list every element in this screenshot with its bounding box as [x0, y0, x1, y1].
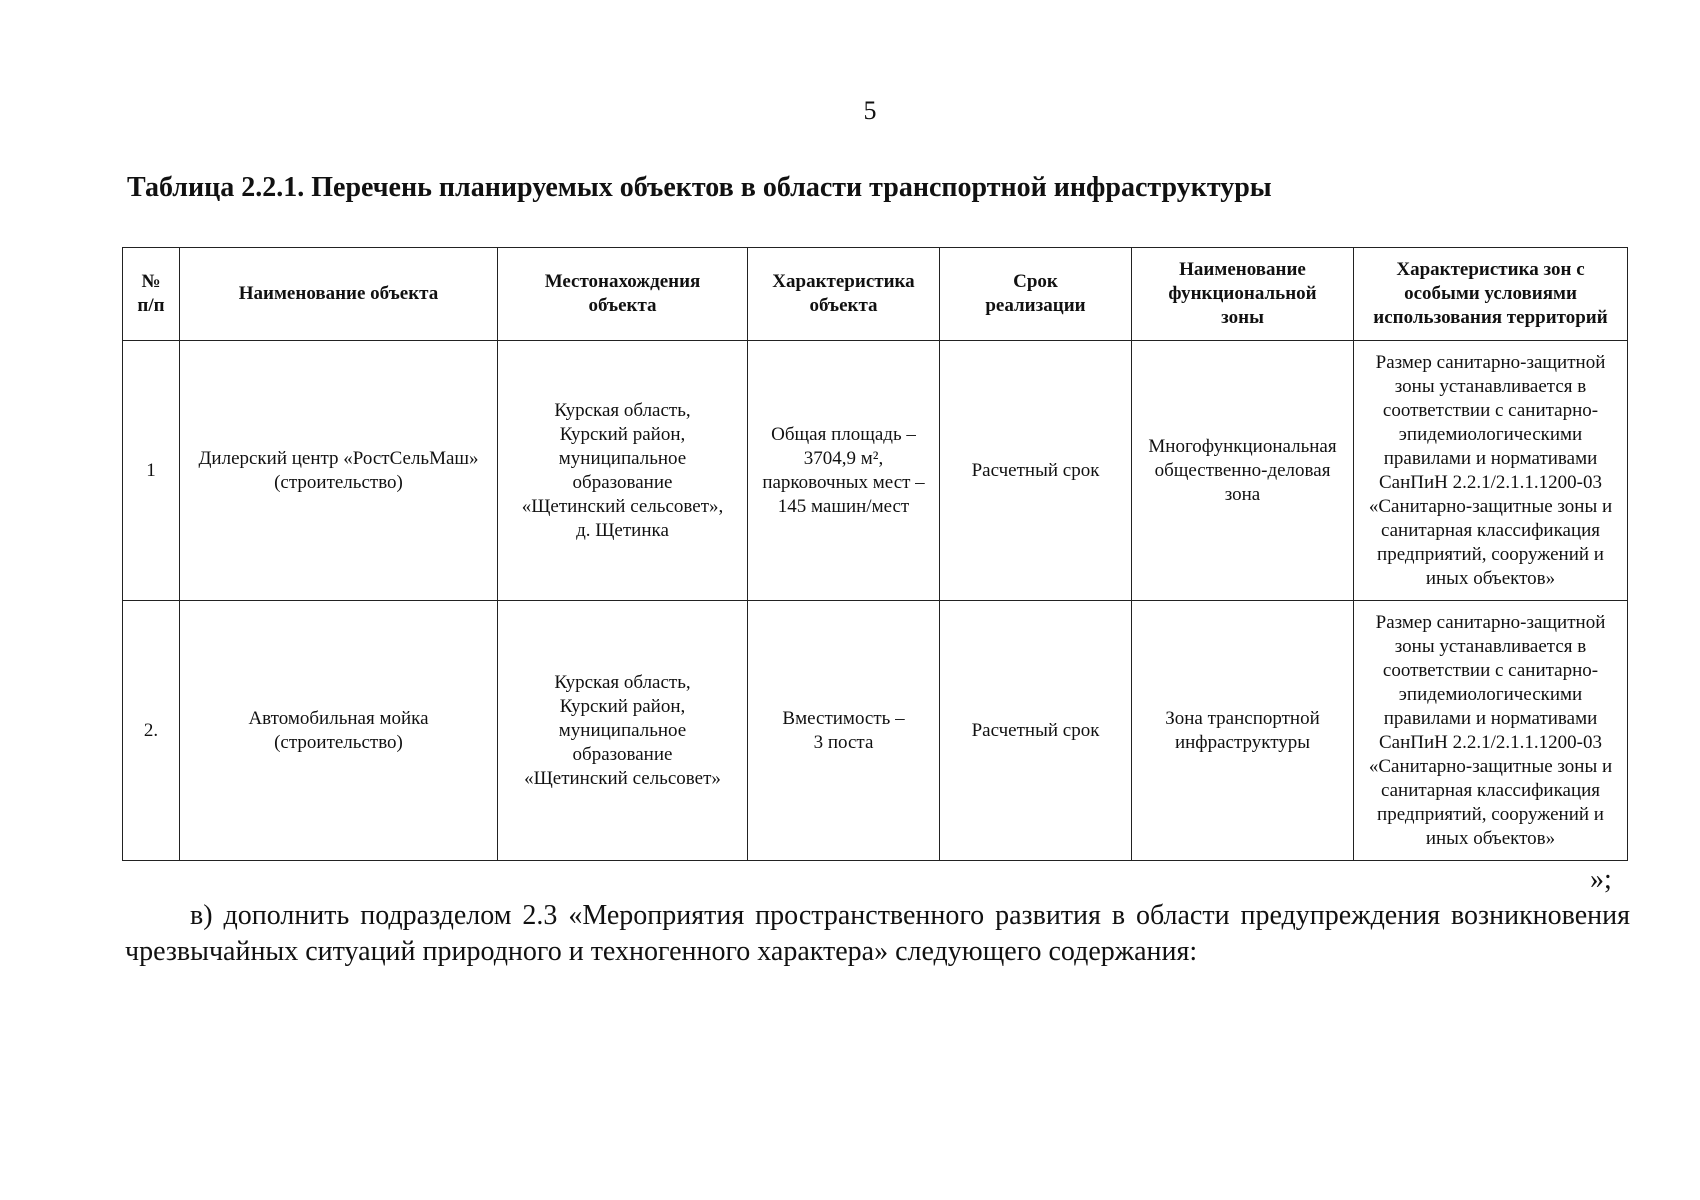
- cell-functional-zone: Зона транспортной инфраструктуры: [1132, 601, 1354, 861]
- header-number: № п/п: [123, 248, 180, 341]
- cell-functional-zone: Многофункциональная общественно-деловая зона: [1132, 341, 1354, 601]
- cell-term: Расчетный срок: [940, 341, 1132, 601]
- header-characteristics: Характеристика объекта: [748, 248, 940, 341]
- cell-location: Курская область, Курский район, муниципальное образование «Щетинский сельсовет»: [498, 601, 748, 861]
- header-special-zones: Характеристика зон с особыми условиями использования территорий: [1354, 248, 1628, 341]
- cell-number: 1: [123, 341, 180, 601]
- cell-location: Курская область, Курский район, муниципальное образование «Щетинский сельсовет», д. Щетинка: [498, 341, 748, 601]
- table-header-row: [123, 248, 1628, 341]
- planned-objects-table: [122, 247, 1628, 861]
- cell-characteristics: Вместимость – 3 поста: [748, 601, 940, 861]
- table-row: [123, 341, 1628, 601]
- body-paragraph: в) дополнить подразделом 2.3 «Мероприятия пространственного развития в области предупреждения возникновения чрезвычайных ситуаций природного и техногенного характера» следующего содержания:: [125, 900, 1630, 967]
- header-functional-zone: Наименование функциональной зоны: [1132, 248, 1354, 341]
- table-row: [123, 601, 1628, 861]
- header-term: Срок реализации: [940, 248, 1132, 341]
- cell-object-name: Дилерский центр «РостСельМаш» (строительство): [180, 341, 498, 601]
- cell-special-zones: Размер санитарно-защитной зоны устанавливается в соответствии с санитарно- эпидемиологическими правилами и нормативами СанПиН 2.2.1/2.1.1.1200-03 «Санитарно-защитные зоны и санитарная классификация предприятий, сооружений и иных объектов»: [1354, 601, 1628, 861]
- cell-number: 2.: [123, 601, 180, 861]
- table-end-mark: »;: [1590, 864, 1612, 895]
- cell-special-zones: Размер санитарно-защитной зоны устанавливается в соответствии с санитарно- эпидемиологическими правилами и нормативами СанПиН 2.2.1/2.1.1.1200-03 «Санитарно-защитные зоны и санитарная классификация предприятий, сооружений и иных объектов»: [1354, 341, 1628, 601]
- cell-characteristics: Общая площадь – 3704,9 м², парковочных мест – 145 машин/мест: [748, 341, 940, 601]
- table-title: Таблица 2.2.1. Перечень планируемых объектов в области транспортной инфраструктуры: [127, 172, 1272, 203]
- header-location: Местонахождения объекта: [498, 248, 748, 341]
- cell-object-name: Автомобильная мойка (строительство): [180, 601, 498, 861]
- page-number: 5: [863, 96, 877, 125]
- cell-term: Расчетный срок: [940, 601, 1132, 861]
- header-object-name: Наименование объекта: [180, 248, 498, 341]
